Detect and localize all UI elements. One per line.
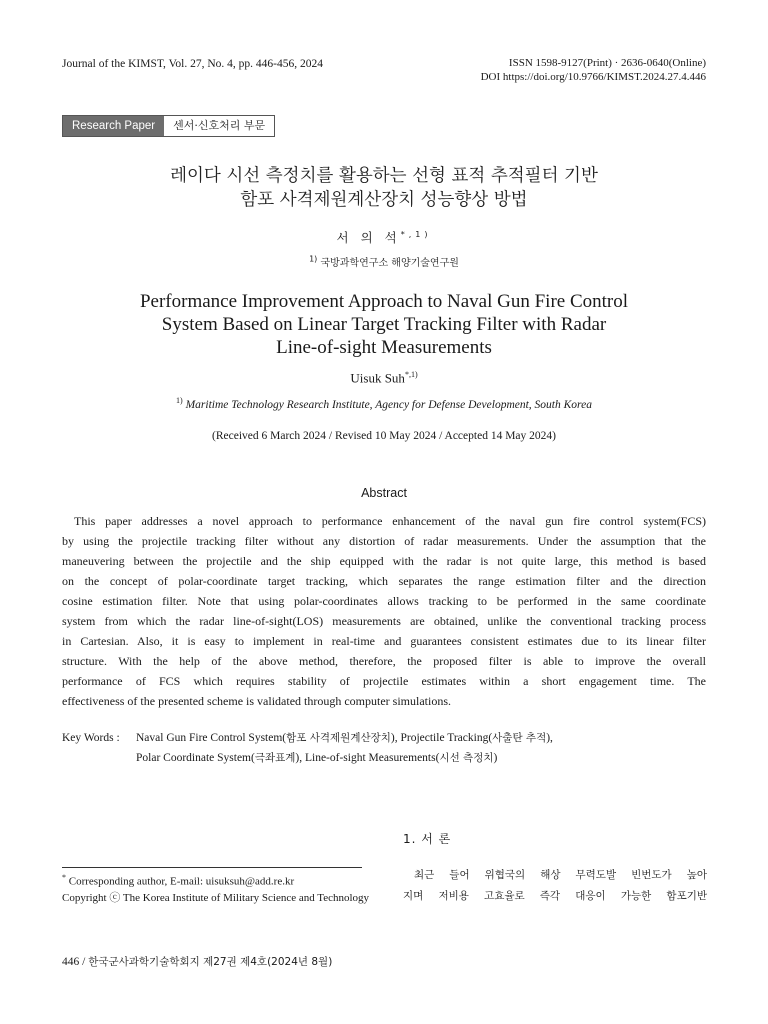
keyword-text: ), Projectile Tracking( <box>390 732 493 744</box>
keywords-label: Key Words : <box>62 732 120 744</box>
division-label: 센서·신호처리 부문 <box>164 116 274 136</box>
issn-doi-block <box>481 56 706 84</box>
english-title-line-1: Performance Improvement Approach to Naval Gun Fire Control <box>139 291 629 312</box>
keywords-indent <box>62 748 136 768</box>
english-author-name: Uisuk Suh <box>350 370 405 386</box>
english-affiliation <box>0 396 768 411</box>
english-affil-text: Maritime Technology Research Institute, Agency for Defense Development, South Korea <box>185 398 592 411</box>
korean-title-line-1: 레이다 시선 측정치를 활용하는 선형 표적 추적필터 기반 <box>170 166 598 186</box>
keywords-row-2 <box>62 748 553 768</box>
issn-text: ISSN 1598-9127(Print) · 2636-0640(Online) <box>508 57 706 69</box>
korean-affil-text: 국방과학연구소 해양기술연구원 <box>320 258 459 269</box>
journal-citation: Journal of the KIMST, Vol. 27, No. 4, pp. 446-456, 2024 <box>62 58 323 70</box>
english-author <box>0 370 768 386</box>
corresponding-author <box>62 870 369 890</box>
corresponding-author-text: Corresponding author, E-mail: uisuksuh@add.re.kr <box>68 875 295 888</box>
abstract-line: effectiveness of the presented scheme is validated through computer simulations. <box>62 694 451 708</box>
english-title-line-3: Line-of-sight Measurements <box>276 337 492 358</box>
intro-line: 최근 들어 위협국의 해상 무력도발 빈번도가 높아 <box>414 869 707 881</box>
keyword-text: ) <box>493 752 498 764</box>
keyword-korean: 시선 측정치 <box>439 752 494 764</box>
paper-type-badge <box>62 115 275 137</box>
abstract-line: performance of FCS which requires stability of projectile estimates within a short engagement time. The <box>62 674 706 688</box>
footnote-divider <box>62 867 362 868</box>
keyword-text: ), Line-of-sight Measurements( <box>295 752 440 764</box>
copyright-notice: Copyright ⓒ The Korea Institute of Military Science and Technology <box>62 891 370 904</box>
abstract-line: This paper addresses a novel approach to performance enhancement of the naval gun fire control system(FCS) <box>74 514 706 528</box>
abstract-line: cosine estimation filter. Note that using polar-coordinates allows tracking to be performed in the same coordinate <box>62 594 706 608</box>
english-title <box>0 290 768 359</box>
keyword-text: ), <box>546 732 553 744</box>
abstract-body <box>62 511 706 711</box>
abstract-heading: Abstract <box>361 486 407 500</box>
korean-author <box>0 228 768 246</box>
introduction-text <box>403 865 707 907</box>
keyword-korean: 사출탄 추적 <box>492 732 547 744</box>
keywords-block <box>62 728 553 768</box>
abstract-line: on the concept of polar-coordinate target tracking, which separates the range estimation filter and the direction <box>62 574 706 588</box>
korean-title <box>0 164 768 212</box>
abstract-line: system from which the radar line-of-sight(LOS) measurements are obtained, unlike the conventional tracking process <box>62 614 706 628</box>
korean-author-name: 서 의 석 <box>336 230 401 245</box>
abstract-line: maneuvering between the projectile and the ship equipped with the radar is not quite large, this method is based <box>62 554 706 568</box>
keyword-text: Polar Coordinate System( <box>136 752 255 764</box>
korean-affil-sup: 1) <box>309 254 318 264</box>
korean-affiliation <box>0 254 768 269</box>
abstract-line: by using the projectile tracking filter without any distortion of radar measurements. Under the assumption that the <box>62 534 706 548</box>
research-paper-label: Research Paper <box>63 116 164 136</box>
korean-title-line-2: 함포 사격제원계산장치 성능향상 방법 <box>240 190 528 210</box>
keywords-line-1 <box>136 728 553 748</box>
keywords-line-2 <box>136 748 497 768</box>
footer-date: (2024년 8월) <box>267 956 333 968</box>
intro-line: 지며 저비용 고효율로 즉각 대응이 가능한 함포기반 <box>403 890 707 902</box>
abstract-line: structure. With the help of the above method, therefore, the proposed filter is able to improve the overall <box>62 654 706 668</box>
footnote <box>62 870 369 906</box>
korean-author-sup: *,1) <box>400 229 432 239</box>
english-author-sup: *,1) <box>404 370 418 379</box>
page-number: 446 / <box>62 956 89 968</box>
english-title-line-2: System Based on Linear Target Tracking Filter with Radar <box>161 314 607 335</box>
submission-dates: (Received 6 March 2024 / Revised 10 May 2024 / Accepted 14 May 2024) <box>212 430 556 442</box>
footer-journal-name: 한국군사과학기술학회지 제27권 제4호 <box>88 956 268 968</box>
keywords-row-1 <box>62 728 553 748</box>
keyword-korean: 극좌표계 <box>254 752 296 764</box>
english-affil-sup: 1) <box>176 396 183 405</box>
abstract-line: in Cartesian. Also, it is easy to implement in real-time and guarantees consistent estimates due to its linear filter <box>62 634 706 648</box>
section-heading-introduction: 1. 서 론 <box>403 832 452 846</box>
keyword-text: Naval Gun Fire Control System( <box>136 732 287 744</box>
page-footer <box>62 954 332 969</box>
keyword-korean: 함포 사격제원계산장치 <box>286 732 391 744</box>
doi-link[interactable]: DOI https://doi.org/10.9766/KIMST.2024.27.4.446 <box>480 71 706 83</box>
footnote-mark: * <box>62 873 66 882</box>
